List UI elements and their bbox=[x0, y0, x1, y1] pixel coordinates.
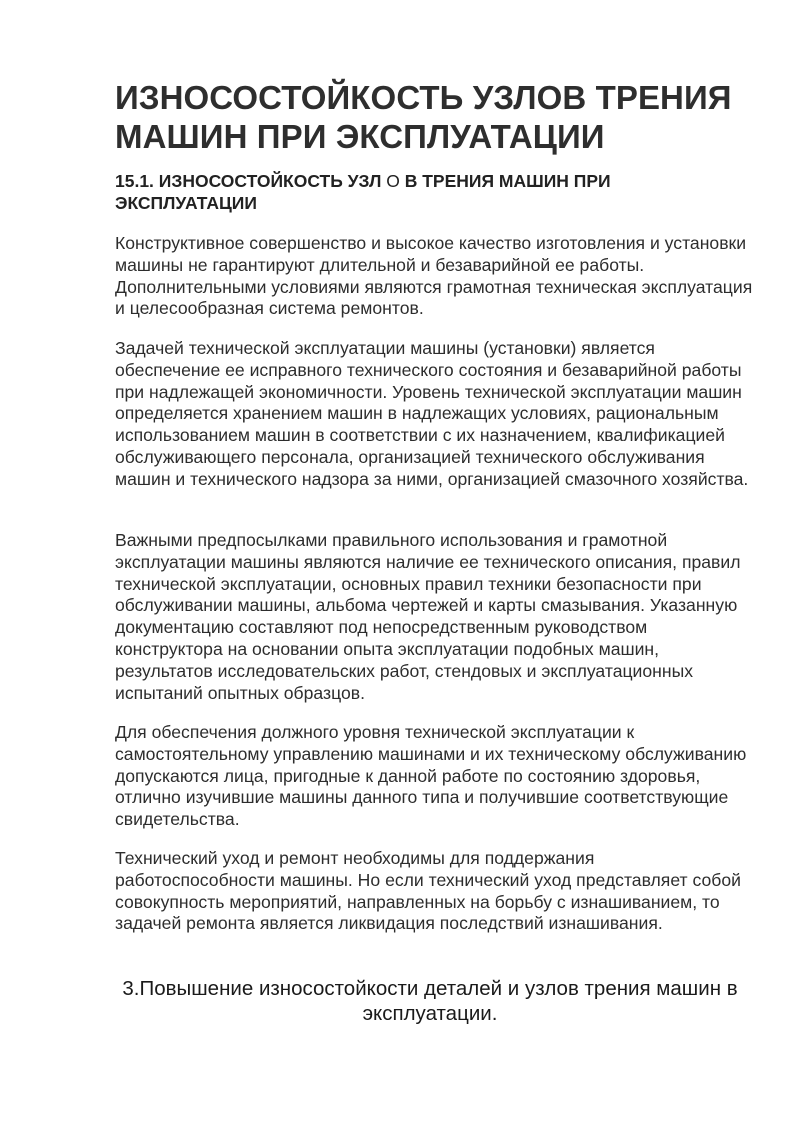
paragraph-4: Для обеспечения должного уровня технической эксплуатации к самостоятельному управлению машинами и их техническому обслуживанию допускаются лица, пригодные к данной работе по состоянию здоровья, отлично изучившие машины данного типа и получившие соответствующие свидетельства. bbox=[115, 722, 747, 830]
paragraph-1: Конструктивное совершенство и высокое качество изготовления и установки машины не гарантируют длительной и безаварийной ее работы. Дополнительными условиями являются грамотная техническая эксплуатация и целесообразная система ремонтов. bbox=[115, 233, 753, 319]
paragraph-3: Важными предпосылками правильного использования и грамотной эксплуатации машины являются наличие ее технического описания, правил технической эксплуатации, основных правил техники безопасности при обслуживании машины, альбома чертежей и карты смазывания. Указанную документацию составляют под непосредственным руководством конструктора на основании опыта эксплуатации подобных машин, результатов исследовательских работ, стендовых и эксплуатационных испытаний опытных образцов. bbox=[115, 530, 741, 703]
page-title: ИЗНОСОСТОЙКОСТЬ УЗЛОВ ТРЕНИЯ МАШИН ПРИ ЭКСПЛУАТАЦИИ bbox=[115, 79, 732, 155]
subtitle-part-3: В ТРЕНИЯ МАШИН ПРИ ЭКС bbox=[115, 171, 611, 213]
subtitle-part-4: ПЛУАТАЦИИ bbox=[150, 193, 257, 213]
subtitle-part-1: 15.1. ИЗНОСОСТОЙКОСТЬ УЗЛ bbox=[115, 171, 382, 191]
section-heading: 3.Повышение износостойкости деталей и узлов трения машин в эксплуатации. bbox=[122, 977, 738, 1025]
section-subtitle bbox=[115, 170, 735, 214]
paragraph-5: Технический уход и ремонт необходимы для поддержания работоспособности машины. Но если технический уход представляет собой совокупность мероприятий, направленных на борьбу с изнашиванием, то задачей ремонта является ликвидация последствий изнашивания. bbox=[115, 848, 741, 934]
paragraph-2: Задачей технической эксплуатации машины (установки) является обеспечение ее исправного технического состояния и безаварийной работы при надлежащей экономичности. Уровень технической эксплуатации машин определяется хранением машин в надлежащих условиях, рациональным использованием машин в соответствии с их назначением, квалификацией обслуживающего персонала, организацией технического обслуживания машин и технического надзора за ними, организацией смазочного хозяйства. bbox=[115, 338, 749, 489]
subtitle-part-2: О bbox=[381, 171, 405, 191]
